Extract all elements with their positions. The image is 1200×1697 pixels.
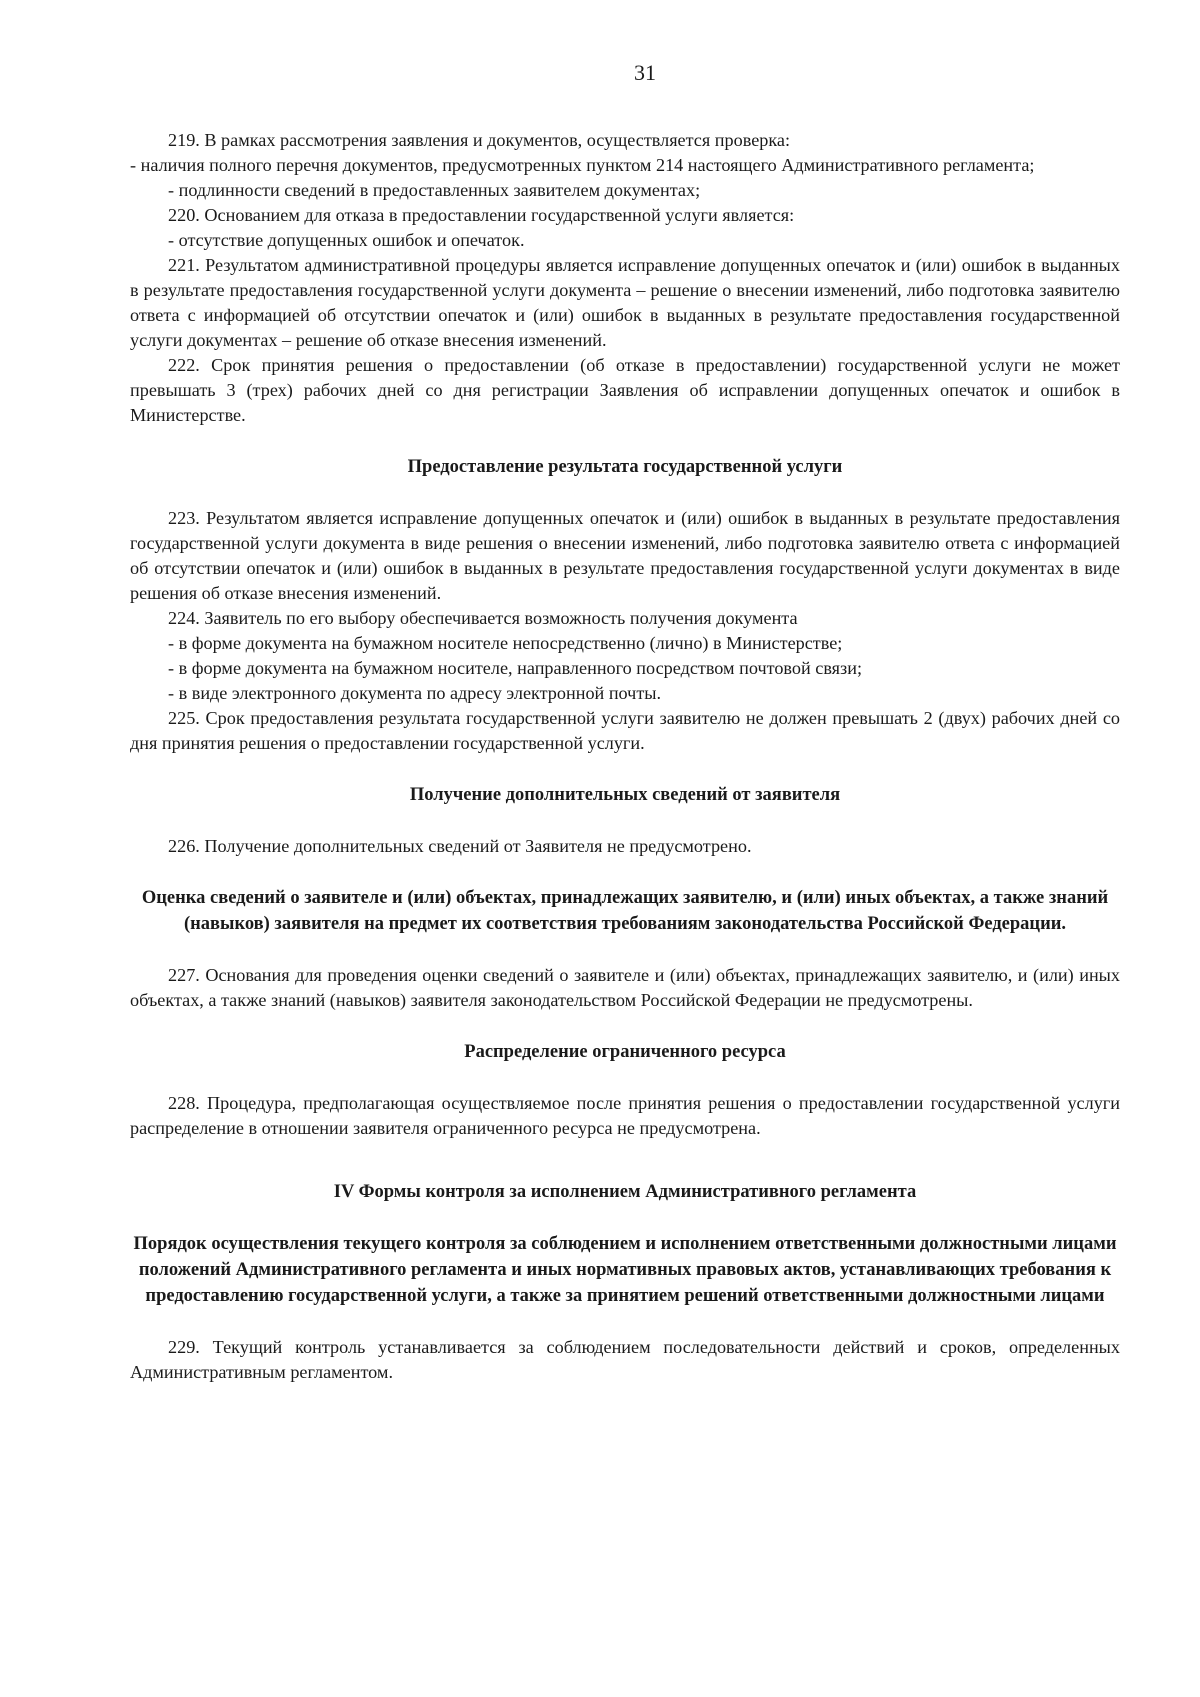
spacer — [130, 428, 1120, 454]
spacer — [130, 1141, 1120, 1179]
paragraph: - в форме документа на бумажном носителе, направленного посредством почтовой связи; — [168, 658, 863, 678]
paragraph: 224. Заявитель по его выбору обеспечивается возможность получения документа — [168, 608, 798, 628]
paragraph: 221. Результатом административной процедуры является исправление допущенных опечаток и (или) ошибок в выданных в результате предоставления государственной услуги документа – решение о внесении изменений, либо подготовка заявителю ответа с информацией об отсутствии опечаток и (или) ошибок в выданных в результате предоставления государственной услуги документах – решение об отказе внесения изменений. — [130, 255, 1120, 350]
paragraph: - в виде электронного документа по адресу электронной почты. — [168, 683, 662, 703]
paragraph: 220. Основанием для отказа в предоставлении государственной услуги является: — [168, 205, 795, 225]
section-heading: Предоставление результата государственной услуги — [407, 457, 843, 477]
paragraph: 225. Срок предоставления результата государственной услуги заявителю не должен превышать 2 (двух) рабочих дней со дня принятия решения о предоставлении государственной услуги. — [130, 708, 1120, 753]
paragraph: 222. Срок принятия решения о предоставлении (об отказе в предоставлении) государственной услуги не может превышать 3 (трех) рабочих дней со дня регистрации Заявления об исправлении допущенных опечаток и ошибок в Министерстве. — [130, 355, 1120, 425]
spacer — [130, 1205, 1120, 1231]
spacer — [130, 756, 1120, 782]
paragraph: - подлинности сведений в предоставленных заявителем документах; — [168, 180, 701, 200]
section-heading: Распределение ограниченного ресурса — [464, 1042, 786, 1062]
spacer — [130, 859, 1120, 885]
spacer — [130, 1065, 1120, 1091]
paragraph: 229. Текущий контроль устанавливается за соблюдением последовательности действий и сроков, определенных Административным регламентом. — [130, 1337, 1120, 1382]
paragraph: 219. В рамках рассмотрения заявления и документов, осуществляется проверка: — [168, 130, 791, 150]
paragraph: 226. Получение дополнительных сведений от Заявителя не предусмотрено. — [168, 836, 752, 856]
document-body — [130, 128, 1120, 1385]
page-number: 31 — [634, 60, 656, 85]
section-heading: Оценка сведений о заявителе и (или) объектах, принадлежащих заявителю, и (или) иных объектах, а также знаний (навыков) заявителя на предмет их соответствия требованиям законодательства Российской Федерации. — [141, 888, 1109, 934]
spacer — [130, 937, 1120, 963]
spacer — [130, 1013, 1120, 1039]
paragraph: 227. Основания для проведения оценки сведений о заявителе и (или) объектах, принадлежащих заявителю, и (или) иных объектах, а также знаний (навыков) заявителя законодательством Российской Федерации не предусмотрены. — [130, 965, 1120, 1010]
spacer — [130, 1309, 1120, 1335]
paragraph: 228. Процедура, предполагающая осуществляемое после принятия решения о предоставлении государственной услуги распределение в отношении заявителя ограниченного ресурса не предусмотрена. — [130, 1093, 1120, 1138]
paragraph: - отсутствие допущенных ошибок и опечаток. — [168, 230, 525, 250]
spacer — [130, 480, 1120, 506]
paragraph: - наличия полного перечня документов, предусмотренных пунктом 214 настоящего Административного регламента; — [130, 155, 1035, 175]
section-heading: Порядок осуществления текущего контроля за соблюдением и исполнением ответственными должностными лицами положений Административного регламента и иных нормативных правовых актов, устанавливающих требования к предоставлению государственной услуги, а также за принятием решений ответственными должностными лицами — [133, 1234, 1117, 1306]
paragraph: 223. Результатом является исправление допущенных опечаток и (или) ошибок в выданных в результате предоставления государственной услуги документа в виде решения о внесении изменений, либо подготовка заявителю ответа с информацией об отсутствии опечаток и (или) ошибок в выданных в результате предоставления государственной услуги документах в виде решения об отказе внесения изменений. — [130, 508, 1120, 603]
paragraph: - в форме документа на бумажном носителе непосредственно (лично) в Министерстве; — [168, 633, 843, 653]
spacer — [130, 808, 1120, 834]
section-heading: Получение дополнительных сведений от заявителя — [409, 785, 841, 805]
section-heading: IV Формы контроля за исполнением Административного регламента — [333, 1182, 917, 1202]
